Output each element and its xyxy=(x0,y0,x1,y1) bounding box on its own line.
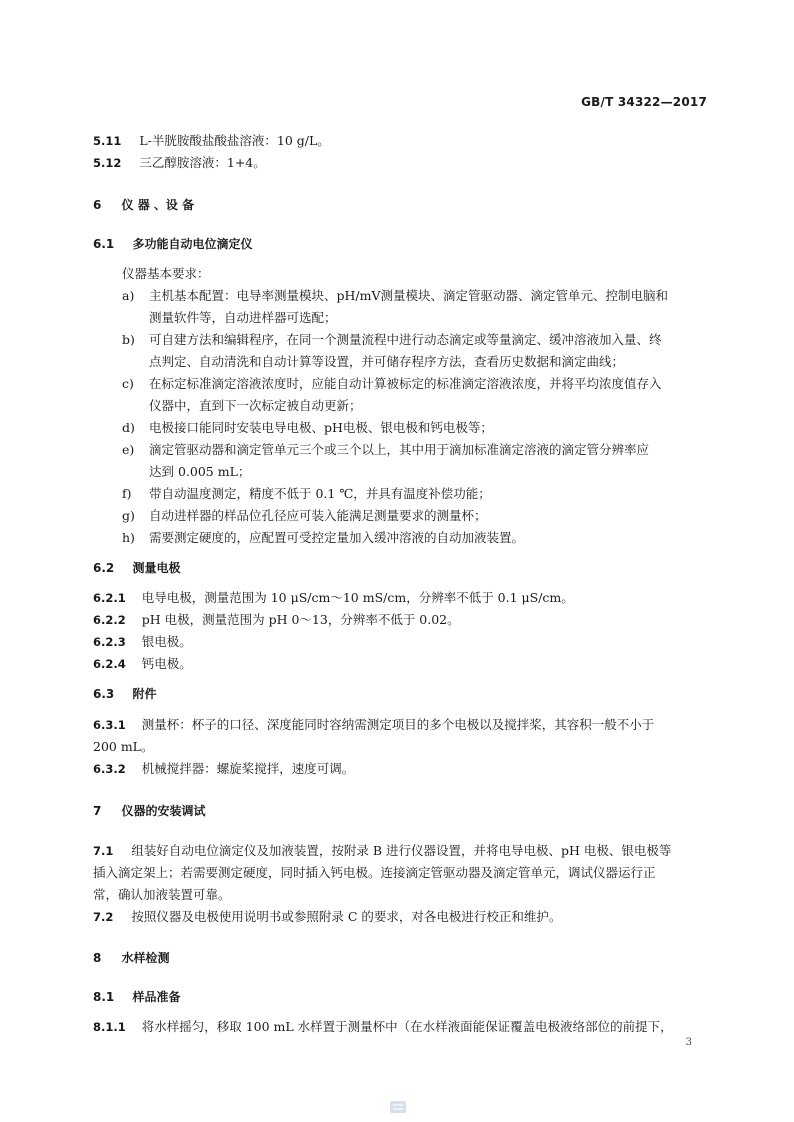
list-text: 在标定标准滴定溶液浓度时，应能自动计算被标定的标准滴定溶液浓度，并将平均浓度值存入 xyxy=(149,376,662,391)
clause-5-12 xyxy=(93,155,266,171)
list-label: g) xyxy=(122,508,135,523)
section-title: 测量电极 xyxy=(132,561,181,575)
section-title: 仪器的安装调试 xyxy=(121,804,206,818)
section-title: 水样检测 xyxy=(121,951,170,965)
clause-number: 6.2.3 xyxy=(93,635,126,649)
clause-6-2-2 xyxy=(93,612,460,628)
list-item-f xyxy=(122,486,491,502)
clause-number: 6.2.2 xyxy=(93,613,126,627)
list-item-g xyxy=(122,508,487,524)
clause-number: 7.1 xyxy=(93,844,114,858)
clause-6-2-1 xyxy=(93,590,574,606)
clause-text: 测量杯：杯子的口径、深度能同时容纳需测定项目的多个电极以及搅拌桨，其容积一般不小于 xyxy=(141,717,655,732)
list-label: a) xyxy=(122,288,135,303)
clause-text: 组装好自动电位滴定仪及加液装置，按附录 B 进行仪器设置，并将电导电极、pH 电极、银电极等 xyxy=(131,843,672,858)
clause-6-2-4 xyxy=(93,656,192,672)
list-item-a-cont: 测量软件等，自动进样器可选配； xyxy=(149,310,337,325)
list-label: b) xyxy=(122,332,135,347)
section-heading-8-1 xyxy=(93,989,180,1005)
clause-number: 6.2.4 xyxy=(93,657,126,671)
clause-text: 按照仪器及电极使用说明书或参照附录 C 的要求，对各电极进行校正和维护。 xyxy=(131,909,562,924)
section-heading-6-2 xyxy=(93,560,180,576)
list-label: c) xyxy=(122,376,134,391)
clause-5-11 xyxy=(93,133,330,149)
section-heading-7 xyxy=(93,803,206,819)
section-number: 8 xyxy=(93,951,102,965)
clause-7-1-cont-1: 插入滴定架上；若需要测定硬度，同时插入钙电极。连接滴定管驱动器及滴定管单元，调试仪器运行正 xyxy=(93,865,656,880)
section-number: 6 xyxy=(93,198,102,212)
section-number: 7 xyxy=(93,804,102,818)
section-heading-6-3 xyxy=(93,686,156,702)
clause-text: 机械搅拌器：螺旋桨搅拌，速度可调。 xyxy=(141,761,355,776)
clause-7-1 xyxy=(93,843,671,859)
page-number: 3 xyxy=(685,1037,692,1048)
clause-number: 5.12 xyxy=(93,156,122,170)
list-item-c-cont: 仪器中，直到下一次标定被自动更新； xyxy=(149,398,362,413)
section-number: 6.1 xyxy=(93,237,115,251)
section-title: 附件 xyxy=(132,687,157,701)
clause-number: 6.2.1 xyxy=(93,591,126,605)
clause-6-3-2 xyxy=(93,761,354,777)
watermark-logo-icon xyxy=(389,1100,407,1114)
clause-number: 5.11 xyxy=(93,134,122,148)
clause-8-1-1 xyxy=(93,1019,673,1035)
list-item-d xyxy=(122,420,493,436)
list-text: 自动进样器的样品位孔径应可装入能满足测量要求的测量杯； xyxy=(149,508,487,523)
list-text: 需要测定硬度的，应配置可受控定量加入缓冲溶液的自动加液装置。 xyxy=(149,530,525,545)
clause-7-2 xyxy=(93,909,561,925)
list-text: 主机基本配置：电导率测量模块、pH/mV测量模块、滴定管驱动器、滴定管单元、控制电脑和 xyxy=(149,288,668,303)
list-label: e) xyxy=(122,442,135,457)
clause-number: 6.3.2 xyxy=(93,762,126,776)
list-text: 电极接口能同时安装电导电极、pH电极、银电极和钙电极等； xyxy=(149,420,493,435)
clause-6-2-3 xyxy=(93,634,192,650)
list-text: 滴定管驱动器和滴定管单元三个或三个以上，其中用于滴加标准滴定溶液的滴定管分辨率应 xyxy=(149,442,650,457)
section-number: 8.1 xyxy=(93,990,115,1004)
clause-text: 将水样摇匀，移取 100 mL 水样置于测量杯中（在水样液面能保证覆盖电极液络部位的前提下， xyxy=(141,1019,673,1034)
standard-number: GB/T 34322—2017 xyxy=(581,95,707,109)
clause-text: 三乙醇胺溶液：1+4。 xyxy=(139,155,266,170)
list-item-h xyxy=(122,530,525,546)
section-number: 6.3 xyxy=(93,687,115,701)
section-heading-8 xyxy=(93,950,170,966)
list-text: 可自建方法和编辑程序，在同一个测量流程中进行动态滴定或等量滴定、缓冲溶液加入量、终 xyxy=(149,332,662,347)
clause-6-3-1 xyxy=(93,717,654,733)
clause-number: 7.2 xyxy=(93,910,114,924)
clause-6-3-1-cont: 200 mL。 xyxy=(93,739,154,754)
clause-text: 电导电极，测量范围为 10 μS/cm～10 mS/cm，分辨率不低于 0.1 μS/cm。 xyxy=(141,590,574,605)
list-item-b xyxy=(122,332,662,348)
clause-text: L-半胱胺酸盐酸盐溶液：10 g/L。 xyxy=(139,133,330,148)
list-item-e-cont: 达到 0.005 mL； xyxy=(149,464,251,479)
section-heading-6 xyxy=(93,197,194,213)
list-item-c xyxy=(122,376,662,392)
list-text: 带自动温度测定，精度不低于 0.1 ℃，并具有温度补偿功能； xyxy=(149,486,491,501)
section-title: 样品准备 xyxy=(132,990,181,1004)
list-item-a xyxy=(122,288,668,304)
clause-number: 6.3.1 xyxy=(93,718,126,732)
section-number: 6.2 xyxy=(93,561,115,575)
list-item-e xyxy=(122,442,650,458)
clause-number: 8.1.1 xyxy=(93,1020,126,1034)
clause-text: 钙电极。 xyxy=(141,656,192,671)
section-title: 仪 器 、设 备 xyxy=(121,198,195,212)
list-label: d) xyxy=(122,420,135,435)
list-label: h) xyxy=(122,530,135,545)
clause-text: 银电极。 xyxy=(141,634,192,649)
requirements-intro: 仪器基本要求： xyxy=(122,266,210,281)
section-title: 多功能自动电位滴定仪 xyxy=(132,237,253,251)
section-heading-6-1 xyxy=(93,236,252,252)
list-label: f) xyxy=(122,486,132,501)
clause-7-1-cont-2: 常，确认加液装置可靠。 xyxy=(93,887,231,902)
clause-text: pH 电极，测量范围为 pH 0～13，分辨率不低于 0.02。 xyxy=(141,612,460,627)
list-item-b-cont: 点判定、自动清洗和自动计算等设置，并可储存程序方法，查看历史数据和滴定曲线； xyxy=(149,354,625,369)
